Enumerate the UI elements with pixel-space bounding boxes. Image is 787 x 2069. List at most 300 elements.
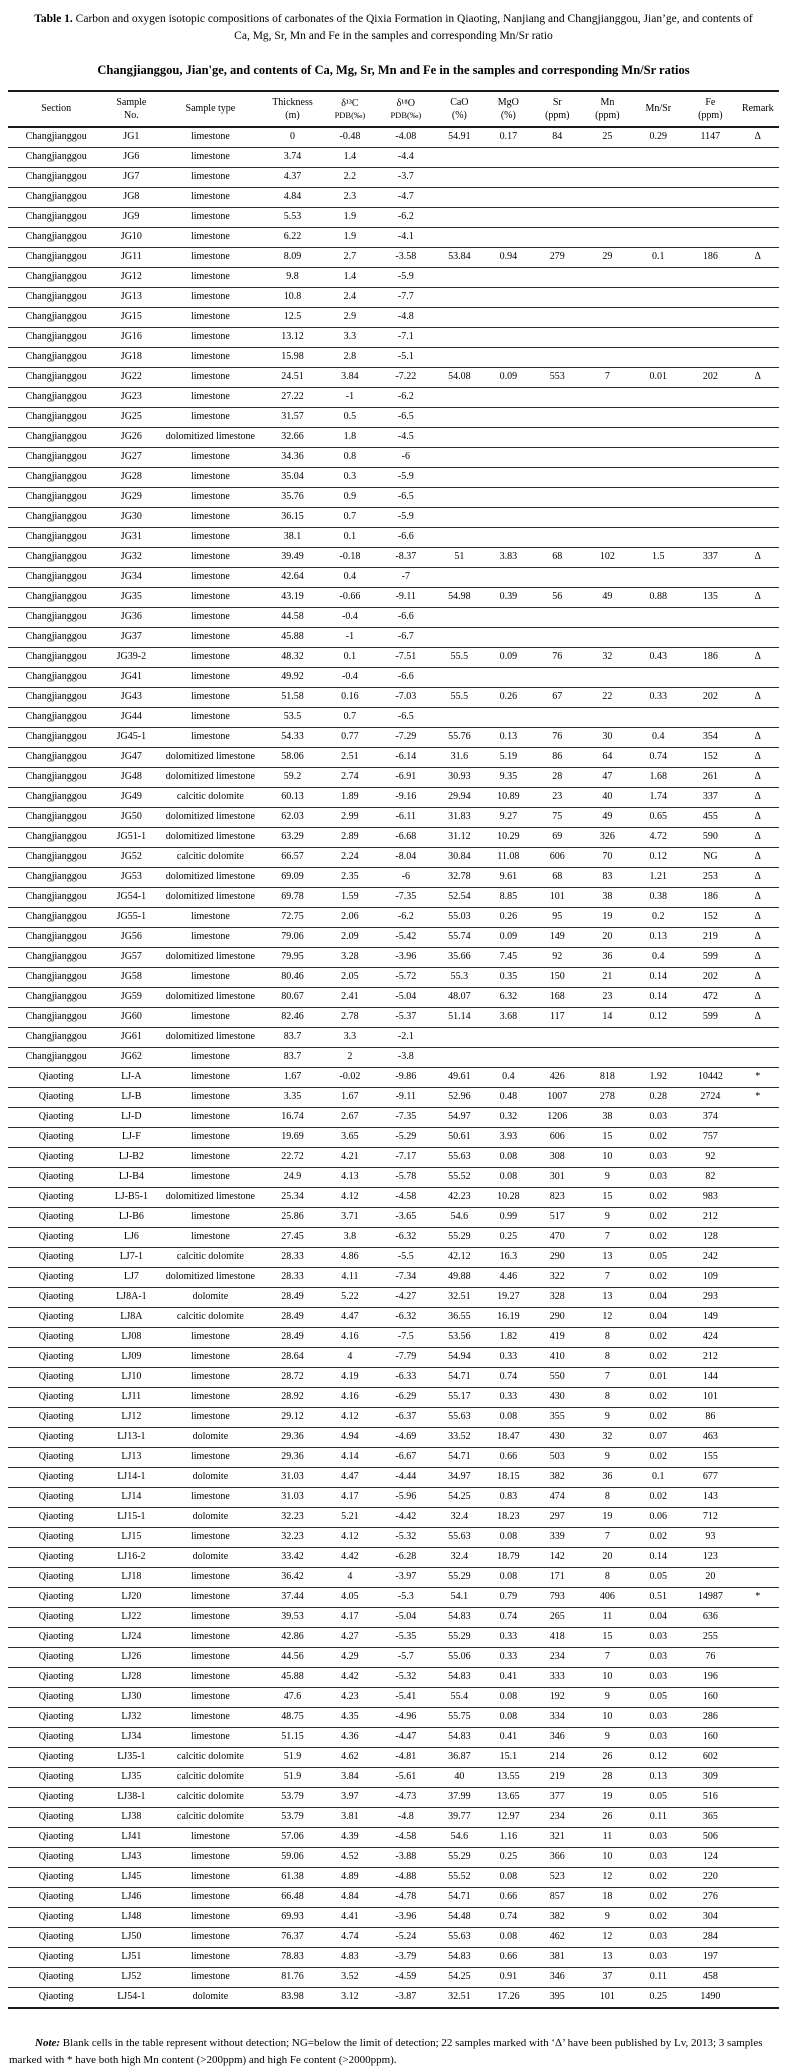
cell-mgo: 13.55 [484,1767,532,1787]
cell-sr: 290 [532,1247,582,1267]
cell-thickness: 32.66 [262,427,322,447]
cell-mgo: 0.32 [484,1107,532,1127]
cell-mn: 7 [582,367,632,387]
cell-cao: 54.91 [434,127,484,148]
cell-section: Changjianggou [8,907,104,927]
cell-fe: 202 [684,367,736,387]
cell-mn-sr: 0.06 [632,1507,684,1527]
cell-sample-no: LJ14-1 [104,1467,158,1487]
cell-thickness: 53.79 [262,1807,322,1827]
cell-fe: 128 [684,1227,736,1247]
cell-remark [737,1987,779,2008]
cell-thickness: 72.75 [262,907,322,927]
cell-mn-sr: 0.33 [632,687,684,707]
cell-section: Changjianggou [8,527,104,547]
cell-thickness: 63.29 [262,827,322,847]
cell-d18o: -4.1 [377,227,434,247]
cell-thickness: 79.95 [262,947,322,967]
cell-fe: 261 [684,767,736,787]
col-header-d18o: δ¹⁸O PDB(‰) [377,91,434,127]
cell-cao: 55.76 [434,727,484,747]
cell-section: Qiaoting [8,1907,104,1927]
cell-fe [684,1027,736,1047]
cell-d18o: -7.35 [377,887,434,907]
cell-mn: 32 [582,647,632,667]
cell-d13c: 4.52 [323,1847,378,1867]
table-row [8,1527,779,1547]
cell-cao: 42.12 [434,1247,484,1267]
cell-sample-type: limestone [158,567,262,587]
cell-mn: 15 [582,1127,632,1147]
cell-remark: Δ [737,647,779,667]
cell-sample-no: LJ15-1 [104,1507,158,1527]
cell-d18o: -4.96 [377,1707,434,1727]
cell-sample-type: dolomitized limestone [158,1027,262,1047]
cell-sample-type: limestone [158,1887,262,1907]
cell-mn: 818 [582,1067,632,1087]
cell-section: Qiaoting [8,1927,104,1947]
cell-mn-sr: 0.02 [632,1327,684,1347]
cell-cao [434,487,484,507]
cell-mgo: 16.3 [484,1247,532,1267]
cell-fe: 253 [684,867,736,887]
cell-thickness: 54.33 [262,727,322,747]
cell-thickness: 48.75 [262,1707,322,1727]
cell-mgo: 0.08 [484,1567,532,1587]
cell-sr [532,267,582,287]
table-row [8,1047,779,1067]
cell-cao: 51.14 [434,1007,484,1027]
cell-d13c: 4.83 [323,1947,378,1967]
cell-sample-type: limestone [158,1687,262,1707]
cell-sample-no: JG52 [104,847,158,867]
cell-sr: 171 [532,1567,582,1587]
cell-cao: 55.03 [434,907,484,927]
cell-cao: 55.75 [434,1707,484,1727]
cell-d18o: -6 [377,867,434,887]
cell-sample-type: calcitic dolomite [158,847,262,867]
cell-mn: 26 [582,1807,632,1827]
cell-sample-no: LJ16-2 [104,1547,158,1567]
cell-d13c: 3.3 [323,327,378,347]
cell-d13c: 2.99 [323,807,378,827]
cell-sample-type: limestone [158,307,262,327]
cell-thickness: 69.09 [262,867,322,887]
cell-mn: 8 [582,1487,632,1507]
cell-sample-no: LJ-F [104,1127,158,1147]
cell-mgo: 0.25 [484,1847,532,1867]
table-row [8,1487,779,1507]
cell-mgo [484,387,532,407]
cell-section: Changjianggou [8,227,104,247]
cell-remark: Δ [737,547,779,567]
cell-section: Qiaoting [8,1387,104,1407]
cell-mgo [484,487,532,507]
cell-section: Changjianggou [8,987,104,1007]
cell-mn-sr: 0.4 [632,947,684,967]
cell-sample-no: LJ24 [104,1627,158,1647]
cell-sr: 297 [532,1507,582,1527]
cell-d18o: -5.04 [377,1607,434,1627]
cell-fe: 101 [684,1387,736,1407]
cell-sample-type: limestone [158,1127,262,1147]
cell-d13c: 1.59 [323,887,378,907]
cell-d13c: 0.9 [323,487,378,507]
cell-section: Qiaoting [8,1847,104,1867]
cell-section: Qiaoting [8,1067,104,1087]
cell-mgo: 9.27 [484,807,532,827]
cell-mgo: 0.08 [484,1167,532,1187]
cell-sample-no: LJ28 [104,1667,158,1687]
cell-thickness: 28.49 [262,1327,322,1347]
cell-mn: 11 [582,1827,632,1847]
cell-sample-no: JG34 [104,567,158,587]
cell-sr: 857 [532,1887,582,1907]
cell-mn: 9 [582,1687,632,1707]
cell-mn: 9 [582,1207,632,1227]
cell-d13c: 5.21 [323,1507,378,1527]
table-row [8,1667,779,1687]
cell-mn-sr: 0.65 [632,807,684,827]
cell-thickness: 31.03 [262,1467,322,1487]
cell-remark [737,1567,779,1587]
cell-cao: 52.96 [434,1087,484,1107]
cell-d18o: -6.5 [377,487,434,507]
cell-sample-no: LJ51 [104,1947,158,1967]
cell-d18o: -6.2 [377,387,434,407]
cell-d13c: 3.12 [341,1990,359,2002]
cell-thickness: 32.23 [262,1527,322,1547]
cell-mn [582,1047,632,1067]
cell-d13c: 2.24 [323,847,378,867]
cell-mn-sr [632,427,684,447]
cell-d18o: -5.29 [377,1127,434,1147]
cell-section: Changjianggou [8,1027,104,1047]
cell-cao [434,1047,484,1067]
cell-section: Changjianggou [8,427,104,447]
cell-sample-type: limestone [158,1527,262,1547]
table-row [8,1767,779,1787]
cell-mn: 37 [582,1967,632,1987]
cell-mgo [484,447,532,467]
cell-thickness: 69.93 [262,1907,322,1927]
cell-remark [737,287,779,307]
cell-mn: 20 [582,927,632,947]
cell-mgo: 15.1 [484,1747,532,1767]
cell-mn-sr: 0.12 [632,1747,684,1767]
cell-thickness: 28.49 [262,1287,322,1307]
cell-sample-type: limestone [158,1367,262,1387]
cell-mgo: 3.93 [484,1127,532,1147]
cell-remark [737,1507,779,1527]
cell-d13c: 4.86 [323,1247,378,1267]
cell-thickness: 3.74 [262,147,322,167]
cell-mn: 14 [582,1007,632,1027]
cell-fe: 712 [684,1507,736,1527]
cell-d18o: -7.34 [377,1267,434,1287]
cell-mn: 49 [582,587,632,607]
cell-sample-type: calcitic dolomite [158,787,262,807]
cell-sample-no: LJ-A [104,1067,158,1087]
cell-sample-no: LJ-B2 [104,1147,158,1167]
cell-sample-type: limestone [158,667,262,687]
cell-sr [532,307,582,327]
cell-d13c: 1.9 [323,207,378,227]
cell-fe: 160 [684,1687,736,1707]
cell-remark: Δ [737,847,779,867]
cell-d13c: 1.67 [323,1087,378,1107]
cell-cao: 55.52 [434,1167,484,1187]
table-row [8,647,779,667]
cell-d18o: -4.7 [377,187,434,207]
cell-section: Qiaoting [8,1807,104,1827]
cell-sample-no: LJ26 [104,1647,158,1667]
cell-sample-no: JG50 [104,807,158,827]
cell-section: Qiaoting [8,1187,104,1207]
cell-mgo: 0.74 [484,1367,532,1387]
cell-thickness: 66.48 [262,1887,322,1907]
cell-d13c: 1.4 [323,147,378,167]
cell-sr: 86 [532,747,582,767]
cell-section: Qiaoting [8,1867,104,1887]
cell-fe: 599 [684,1007,736,1027]
cell-fe [684,387,736,407]
cell-sr: 1206 [532,1107,582,1127]
table-row [8,307,779,327]
cell-sample-no: JG45-1 [104,727,158,747]
cell-cao: 39.77 [434,1807,484,1827]
table-row [8,707,779,727]
cell-mn [582,527,632,547]
cell-sample-type: limestone [158,1047,262,1067]
cell-mn-sr [632,387,684,407]
cell-sr: 308 [532,1147,582,1167]
cell-cao: 54.71 [434,1447,484,1467]
cell-sample-no: LJ54-1 [117,1990,146,2002]
cell-remark [737,1487,779,1507]
cell-mgo: 0.41 [484,1667,532,1687]
cell-d18o: -6.2 [377,207,434,227]
cell-d13c: 4.47 [323,1467,378,1487]
cell-cao: 49.88 [434,1267,484,1287]
cell-section: Qiaoting [8,1787,104,1807]
cell-thickness: 49.92 [262,667,322,687]
cell-mgo: 5.19 [484,747,532,767]
cell-remark: Δ [737,367,779,387]
cell-sample-no: LJ-D [104,1107,158,1127]
cell-sample-type: limestone [158,187,262,207]
cell-sample-no: JG23 [104,387,158,407]
cell-mn-sr: 0.02 [632,1867,684,1887]
cell-d18o: -5.32 [377,1527,434,1547]
cell-remark: Δ [737,767,779,787]
cell-sample-no: LJ10 [104,1367,158,1387]
cell-remark [737,1047,779,1067]
cell-cao: 55.5 [434,647,484,667]
cell-cao: 54.6 [434,1207,484,1227]
cell-d13c: 2.51 [323,747,378,767]
cell-thickness: 58.06 [262,747,322,767]
cell-d13c: 4.42 [323,1667,378,1687]
cell-d18o: -4.47 [377,1727,434,1747]
cell-remark [737,1667,779,1687]
cell-d13c: 1.9 [323,227,378,247]
cell-fe: 1490 [700,1990,721,2002]
cell-mn-sr: 0.13 [632,927,684,947]
cell-d18o: -4.5 [377,427,434,447]
cell-remark: Δ [737,827,779,847]
cell-d13c: -0.4 [323,667,378,687]
cell-d18o: -4.59 [377,1967,434,1987]
cell-mn: 36 [582,947,632,967]
cell-remark [737,1327,779,1347]
cell-mgo: 0.13 [484,727,532,747]
cell-sample-type: limestone [158,487,262,507]
cell-d13c: 4.47 [323,1307,378,1327]
cell-fe: 276 [684,1887,736,1907]
cell-fe: 309 [684,1767,736,1787]
cell-section: Changjianggou [8,947,104,967]
cell-mn-sr: 0.12 [632,847,684,867]
cell-d13c: 4.36 [323,1727,378,1747]
cell-sample-type: limestone [158,1727,262,1747]
cell-sample-no: JG60 [104,1007,158,1027]
cell-mn-sr [632,187,684,207]
cell-thickness: 81.76 [262,1967,322,1987]
cell-cao: 55.63 [434,1147,484,1167]
cell-mgo: 0.26 [484,687,532,707]
cell-d13c: 4.41 [323,1907,378,1927]
cell-remark [737,1287,779,1307]
cell-remark: Δ [737,587,779,607]
cell-sample-type: limestone [158,367,262,387]
cell-sample-type: limestone [158,727,262,747]
cell-remark [737,1627,779,1647]
cell-cao: 32.78 [434,867,484,887]
cell-mgo: 0.08 [484,1687,532,1707]
cell-remark [737,347,779,367]
cell-section: Changjianggou [8,927,104,947]
cell-sample-no: JG49 [104,787,158,807]
cell-mn-sr: 0.02 [632,1447,684,1467]
cell-d18o: -4.81 [377,1747,434,1767]
table-row [8,527,779,547]
cell-section: Changjianggou [8,767,104,787]
cell-mn [582,447,632,467]
cell-mn-sr: 0.03 [632,1647,684,1667]
cell-sample-type: dolomitized limestone [158,767,262,787]
cell-sample-no: JG10 [104,227,158,247]
cell-thickness: 80.46 [262,967,322,987]
cell-remark [737,1227,779,1247]
cell-cao: 55.63 [434,1927,484,1947]
cell-fe: 143 [684,1487,736,1507]
cell-sample-type: limestone [158,1607,262,1627]
table-row [8,1287,779,1307]
cell-cao: 55.74 [434,927,484,947]
cell-fe [684,507,736,527]
cell-cao: 54.98 [434,587,484,607]
cell-mn-sr: 0.03 [632,1627,684,1647]
cell-fe [684,167,736,187]
cell-sample-no: JG12 [104,267,158,287]
table-row [8,147,779,167]
cell-mgo [484,147,532,167]
cell-thickness: 31.57 [262,407,322,427]
cell-sr: 381 [532,1947,582,1967]
cell-mgo [484,467,532,487]
cell-cao: 55.63 [434,1527,484,1547]
cell-d18o: -4.42 [377,1507,434,1527]
cell-cao: 54.83 [434,1947,484,1967]
col-header-sample-type: Sample type [158,91,262,127]
cell-d13c: 2.06 [323,907,378,927]
cell-fe: 109 [684,1267,736,1287]
cell-d13c: 2.7 [323,247,378,267]
cell-sr [532,167,582,187]
cell-d13c: 3.84 [323,1767,378,1787]
cell-mn: 70 [582,847,632,867]
cell-d13c: 3.71 [323,1207,378,1227]
table-row [8,827,779,847]
cell-d18o: -6.29 [377,1387,434,1407]
cell-thickness: 13.12 [262,327,322,347]
cell-d18o: -6.6 [377,527,434,547]
cell-mn-sr: 0.05 [632,1687,684,1707]
cell-mgo: 0.99 [484,1207,532,1227]
cell-sr: 84 [532,127,582,148]
cell-cao [434,187,484,207]
cell-sample-no: LJ-B4 [104,1167,158,1187]
cell-sample-no: LJ48 [104,1907,158,1927]
cell-mn-sr: 0.03 [632,1147,684,1167]
cell-fe: 293 [684,1287,736,1307]
cell-mn-sr: 0.02 [632,1227,684,1247]
cell-sample-no: JG59 [104,987,158,1007]
cell-cao: 55.29 [434,1567,484,1587]
cell-remark [737,1407,779,1427]
cell-sample-no: JG26 [104,427,158,447]
cell-sample-type: limestone [158,127,262,148]
cell-mn: 38 [582,1107,632,1127]
cell-thickness: 66.57 [262,847,322,867]
table-row [8,1267,779,1287]
cell-cao: 29.94 [434,787,484,807]
cell-mn-sr: 0.13 [632,1767,684,1787]
cell-section: Qiaoting [8,1967,104,1987]
cell-sample-no: LJ38-1 [104,1787,158,1807]
cell-thickness: 45.88 [262,1667,322,1687]
cell-d18o: -3.79 [377,1947,434,1967]
cell-thickness: 0 [262,127,322,148]
cell-mn: 7 [582,1267,632,1287]
cell-sr: 23 [532,787,582,807]
cell-sr [532,187,582,207]
cell-section: Changjianggou [8,307,104,327]
cell-remark [737,1727,779,1747]
table-row [8,1387,779,1407]
cell-remark [737,1307,779,1327]
cell-sample-type: dolomitized limestone [158,427,262,447]
cell-thickness: 24.9 [262,1167,322,1187]
table-row [8,627,779,647]
cell-mn-sr: 0.05 [632,1567,684,1587]
cell-d18o: -6.67 [377,1447,434,1467]
cell-sample-type: limestone [158,927,262,947]
cell-fe [684,227,736,247]
cell-mn-sr: 0.74 [632,747,684,767]
cell-d18o: -8.04 [377,847,434,867]
